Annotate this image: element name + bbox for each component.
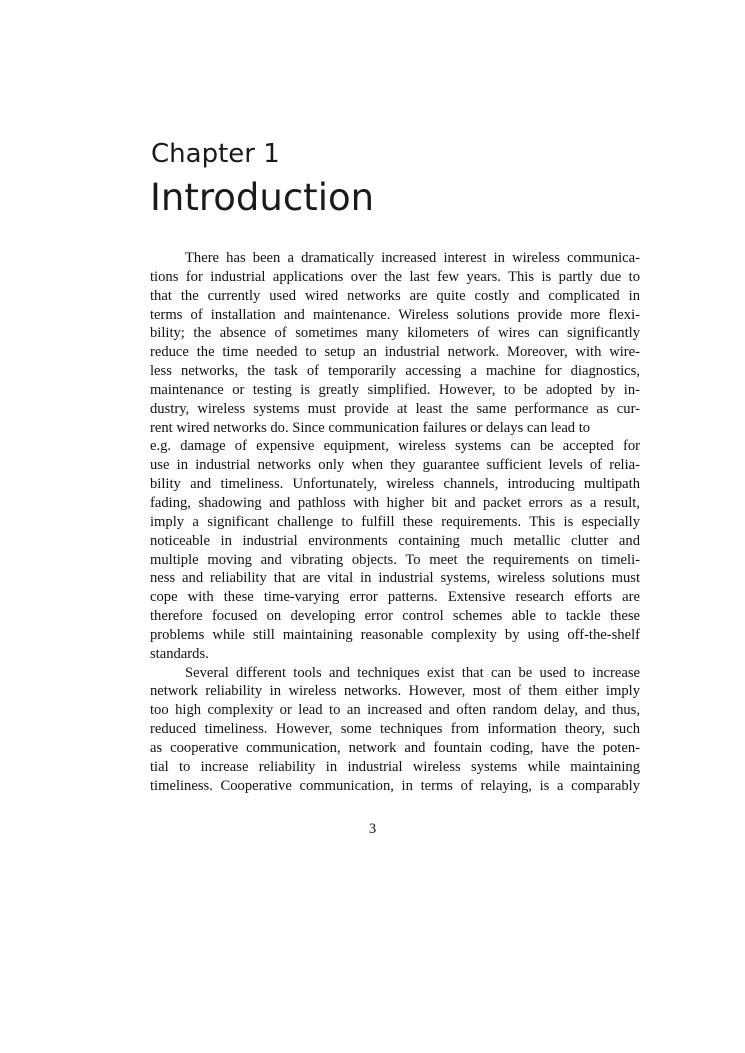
- text-line: network reliability in wireless networks. However, most of them either imply: [150, 683, 640, 700]
- paragraph-2: [150, 664, 640, 796]
- text-line: multiple moving and vibrating objects. To meet the requirements on timeli-: [150, 551, 640, 568]
- text-line: too high complexity or lead to an increased and often random delay, and thus,: [150, 702, 640, 719]
- text-line: therefore focused on developing error control schemes able to tackle these: [150, 608, 640, 625]
- text-line: standards.: [150, 645, 209, 662]
- text-line: ness and reliability that are vital in industrial systems, wireless solutions must: [150, 570, 640, 587]
- text-line: problems while still maintaining reasonable complexity by using off-the-shelf: [150, 626, 640, 643]
- text-line: bility; the absence of sometimes many kilometers of wires can significantly: [150, 325, 640, 342]
- text-line: use in industrial networks only when they guarantee sufficient levels of relia-: [150, 457, 640, 474]
- text-line: dustry, wireless systems must provide at least the same performance as cur-: [150, 400, 640, 417]
- text-line: reduce the time needed to setup an industrial network. Moreover, with wire-: [150, 344, 640, 361]
- text-line: cope with these time-varying error patterns. Extensive research efforts are: [150, 589, 640, 606]
- text-line: noticeable in industrial environments containing much metallic clutter and: [150, 532, 640, 549]
- text-line: rent wired networks do. Since communication failures or delays can lead to: [150, 419, 591, 436]
- text-line: tions for industrial applications over the last few years. This is partly due to: [150, 268, 640, 285]
- chapter-title: Introduction: [150, 176, 375, 219]
- text-line: timeliness. Cooperative communication, in terms of relaying, is a comparably: [150, 777, 640, 794]
- text-line: reduced timeliness. However, some techniques from information theory, such: [150, 721, 640, 738]
- chapter-label: Chapter 1: [151, 139, 280, 169]
- text-line: fading, shadowing and pathloss with higher bit and packet errors as a result,: [150, 494, 640, 511]
- page-number: 3: [368, 821, 377, 837]
- paragraph-1: [150, 249, 640, 664]
- text-line: that the currently used wired networks are quite costly and complicated in: [150, 287, 640, 304]
- text-line: imply a significant challenge to fulfill these requirements. This is especially: [150, 513, 640, 530]
- text-line: Several different tools and techniques exist that can be used to increase: [185, 664, 640, 681]
- text-line: maintenance or testing is greatly simplified. However, to be adopted by in-: [150, 381, 640, 398]
- text-line: less networks, the task of temporarily accessing a machine for diagnostics,: [150, 363, 640, 380]
- text-line: as cooperative communication, network and fountain coding, have the poten-: [150, 739, 640, 756]
- text-line: There has been a dramatically increased interest in wireless communica-: [185, 250, 640, 266]
- text-line: e.g. damage of expensive equipment, wireless systems can be accepted for: [150, 438, 640, 455]
- body-text: [150, 249, 640, 795]
- text-line: terms of installation and maintenance. Wireless solutions provide more flexi-: [150, 306, 640, 323]
- text-line: tial to increase reliability in industrial wireless systems while maintaining: [150, 758, 640, 775]
- text-line: bility and timeliness. Unfortunately, wireless channels, introducing multipath: [150, 476, 640, 493]
